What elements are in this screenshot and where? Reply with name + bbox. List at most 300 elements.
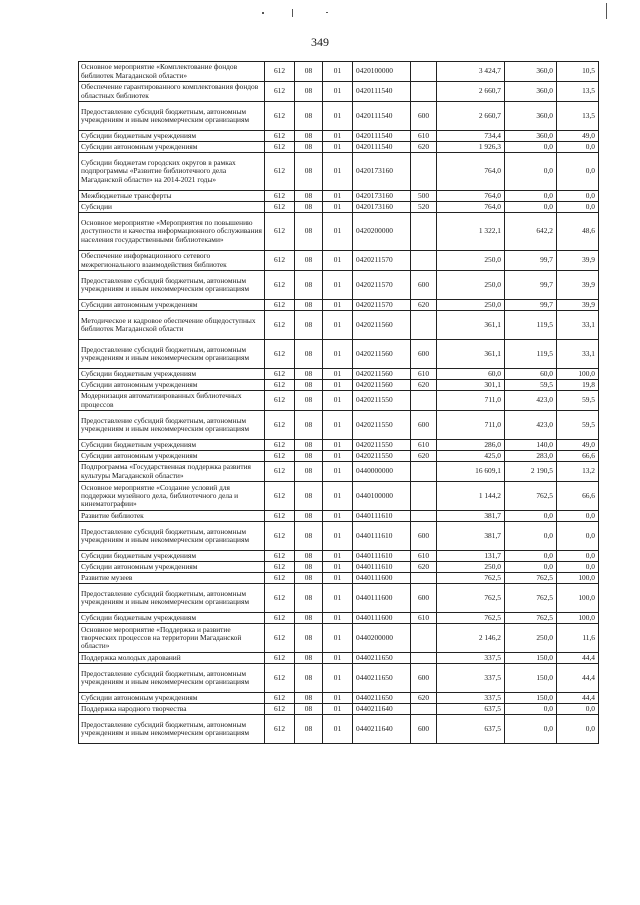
target-article-code: 0440111610: [353, 511, 411, 522]
expense-type-code: 520: [411, 202, 437, 213]
target-article-code: 0440211640: [353, 704, 411, 715]
approved-amount: 764,0: [437, 202, 505, 213]
section-code: 08: [295, 573, 323, 584]
target-article-code: 0440211650: [353, 664, 411, 693]
row-name: Субсидии бюджетам городских округов в рамках подпрограммы «Развитие библиотечного дела Магаданской области» на 2014-2021 годы»: [79, 153, 265, 191]
executed-amount: 360,0: [505, 102, 557, 131]
section-code: 08: [295, 300, 323, 311]
table-row: [79, 271, 599, 300]
table-row: [79, 340, 599, 369]
execution-percent: 10,5: [557, 62, 599, 82]
row-name: Предоставление субсидий бюджетным, автономным учреждениям и иным некоммерческим организациям: [79, 522, 265, 551]
expense-type-code: [411, 311, 437, 340]
expense-type-code: [411, 251, 437, 271]
approved-amount: 425,0: [437, 451, 505, 462]
expense-type-code: 600: [411, 271, 437, 300]
row-name: Субсидии: [79, 202, 265, 213]
row-name: Субсидии бюджетным учреждениям: [79, 369, 265, 380]
target-article-code: 0420211560: [353, 340, 411, 369]
expense-type-code: [411, 704, 437, 715]
executed-amount: 283,0: [505, 451, 557, 462]
approved-amount: 711,0: [437, 411, 505, 440]
subsection-code: 01: [323, 202, 353, 213]
row-name: Субсидии автономным учреждениям: [79, 142, 265, 153]
subsection-code: 01: [323, 213, 353, 251]
row-name: Предоставление субсидий бюджетным, автономным учреждениям и иным некоммерческим организациям: [79, 584, 265, 613]
section-code: 08: [295, 664, 323, 693]
ministry-code: 612: [265, 202, 295, 213]
row-name: Субсидии автономным учреждениям: [79, 380, 265, 391]
row-name: Основное мероприятие «Мероприятия по повышению доступности и качества информационного обслуживания населения государственными библиотеками»: [79, 213, 265, 251]
approved-amount: 250,0: [437, 271, 505, 300]
executed-amount: 0,0: [505, 142, 557, 153]
ministry-code: 612: [265, 300, 295, 311]
target-article-code: 0420211560: [353, 380, 411, 391]
row-name: Субсидии бюджетным учреждениям: [79, 131, 265, 142]
approved-amount: 1 322,1: [437, 213, 505, 251]
executed-amount: 59,5: [505, 380, 557, 391]
section-code: 08: [295, 142, 323, 153]
row-name: Предоставление субсидий бюджетным, автономным учреждениям и иным некоммерческим организациям: [79, 715, 265, 744]
subsection-code: 01: [323, 102, 353, 131]
execution-percent: 0,0: [557, 522, 599, 551]
executed-amount: 762,5: [505, 584, 557, 613]
ministry-code: 612: [265, 102, 295, 131]
approved-amount: 762,5: [437, 584, 505, 613]
executed-amount: 0,0: [505, 704, 557, 715]
table-row: [79, 300, 599, 311]
ministry-code: 612: [265, 340, 295, 369]
expense-type-code: 610: [411, 369, 437, 380]
subsection-code: 01: [323, 624, 353, 653]
execution-percent: 0,0: [557, 715, 599, 744]
expense-type-code: 610: [411, 613, 437, 624]
table-row: [79, 562, 599, 573]
ministry-code: 612: [265, 213, 295, 251]
subsection-code: 01: [323, 664, 353, 693]
target-article-code: 0420211550: [353, 440, 411, 451]
row-name: Основное мероприятие «Создание условий для поддержки музейного дела, библиотечного дела и кинематографии»: [79, 482, 265, 511]
ministry-code: 612: [265, 584, 295, 613]
subsection-code: 01: [323, 715, 353, 744]
section-code: 08: [295, 251, 323, 271]
execution-percent: 0,0: [557, 551, 599, 562]
execution-percent: 66,6: [557, 451, 599, 462]
approved-amount: 2 660,7: [437, 82, 505, 102]
table-row: [79, 251, 599, 271]
table-row: [79, 142, 599, 153]
executed-amount: 0,0: [505, 562, 557, 573]
table-row: [79, 511, 599, 522]
table-row: [79, 102, 599, 131]
ministry-code: 612: [265, 451, 295, 462]
execution-percent: 44,4: [557, 664, 599, 693]
row-name: Субсидии автономным учреждениям: [79, 451, 265, 462]
table-row: [79, 82, 599, 102]
expense-type-code: 620: [411, 562, 437, 573]
table-row: [79, 715, 599, 744]
table-row: [79, 153, 599, 191]
target-article-code: 0440111600: [353, 584, 411, 613]
target-article-code: 0440200000: [353, 624, 411, 653]
expense-type-code: 600: [411, 664, 437, 693]
row-name: Предоставление субсидий бюджетным, автономным учреждениям и иным некоммерческим организациям: [79, 340, 265, 369]
target-article-code: 0440211650: [353, 693, 411, 704]
ministry-code: 612: [265, 573, 295, 584]
row-name: Основное мероприятие «Поддержка и развитие творческих процессов на территории Магаданской области»: [79, 624, 265, 653]
ministry-code: 612: [265, 82, 295, 102]
ministry-code: 612: [265, 391, 295, 411]
table-body: [79, 62, 599, 744]
expense-type-code: 600: [411, 584, 437, 613]
expense-type-code: [411, 153, 437, 191]
section-code: 08: [295, 391, 323, 411]
section-code: 08: [295, 613, 323, 624]
approved-amount: 301,1: [437, 380, 505, 391]
ministry-code: 612: [265, 522, 295, 551]
table-row: [79, 311, 599, 340]
section-code: 08: [295, 411, 323, 440]
table-row: [79, 704, 599, 715]
ministry-code: 612: [265, 653, 295, 664]
approved-amount: 131,7: [437, 551, 505, 562]
row-name: Субсидии бюджетным учреждениям: [79, 613, 265, 624]
approved-amount: 286,0: [437, 440, 505, 451]
target-article-code: 0420211550: [353, 391, 411, 411]
subsection-code: 01: [323, 380, 353, 391]
target-article-code: 0440111600: [353, 613, 411, 624]
execution-percent: 0,0: [557, 191, 599, 202]
ministry-code: 612: [265, 142, 295, 153]
section-code: 08: [295, 451, 323, 462]
ministry-code: 612: [265, 440, 295, 451]
expense-type-code: [411, 391, 437, 411]
target-article-code: 0420200000: [353, 213, 411, 251]
subsection-code: 01: [323, 411, 353, 440]
row-name: Развитие музеев: [79, 573, 265, 584]
section-code: 08: [295, 271, 323, 300]
row-name: Предоставление субсидий бюджетным, автономным учреждениям и иным некоммерческим организациям: [79, 102, 265, 131]
execution-percent: 66,6: [557, 482, 599, 511]
execution-percent: 13,5: [557, 82, 599, 102]
table-row: [79, 522, 599, 551]
executed-amount: 150,0: [505, 653, 557, 664]
subsection-code: 01: [323, 451, 353, 462]
executed-amount: 762,5: [505, 482, 557, 511]
executed-amount: 360,0: [505, 82, 557, 102]
subsection-code: 01: [323, 653, 353, 664]
subsection-code: 01: [323, 462, 353, 482]
section-code: 08: [295, 653, 323, 664]
section-code: 08: [295, 340, 323, 369]
expense-type-code: 620: [411, 142, 437, 153]
table-row: [79, 369, 599, 380]
expense-type-code: 620: [411, 380, 437, 391]
section-code: 08: [295, 693, 323, 704]
approved-amount: 1 144,2: [437, 482, 505, 511]
ministry-code: 612: [265, 153, 295, 191]
executed-amount: 250,0: [505, 624, 557, 653]
subsection-code: 01: [323, 511, 353, 522]
executed-amount: 60,0: [505, 369, 557, 380]
section-code: 08: [295, 153, 323, 191]
section-code: 08: [295, 213, 323, 251]
section-code: 08: [295, 131, 323, 142]
table-row: [79, 391, 599, 411]
executed-amount: 150,0: [505, 693, 557, 704]
subsection-code: 01: [323, 522, 353, 551]
executed-amount: 360,0: [505, 131, 557, 142]
executed-amount: 423,0: [505, 391, 557, 411]
subsection-code: 01: [323, 82, 353, 102]
row-name: Субсидии автономным учреждениям: [79, 300, 265, 311]
scan-speck: [326, 12, 328, 13]
table-row: [79, 191, 599, 202]
ministry-code: 612: [265, 411, 295, 440]
execution-percent: 0,0: [557, 562, 599, 573]
table-row: [79, 380, 599, 391]
executed-amount: 423,0: [505, 411, 557, 440]
subsection-code: 01: [323, 340, 353, 369]
executed-amount: 0,0: [505, 551, 557, 562]
expense-type-code: [411, 624, 437, 653]
row-name: Субсидии бюджетным учреждениям: [79, 551, 265, 562]
target-article-code: 0440000000: [353, 462, 411, 482]
expense-type-code: 620: [411, 300, 437, 311]
ministry-code: 612: [265, 462, 295, 482]
approved-amount: 337,5: [437, 653, 505, 664]
row-name: Методическое и кадровое обеспечение общедоступных библиотек Магаданской области: [79, 311, 265, 340]
section-code: 08: [295, 511, 323, 522]
scan-speck: [292, 9, 293, 17]
execution-percent: 0,0: [557, 704, 599, 715]
execution-percent: 19,8: [557, 380, 599, 391]
subsection-code: 01: [323, 271, 353, 300]
subsection-code: 01: [323, 251, 353, 271]
ministry-code: 612: [265, 131, 295, 142]
expense-type-code: 610: [411, 131, 437, 142]
subsection-code: 01: [323, 573, 353, 584]
section-code: 08: [295, 715, 323, 744]
execution-percent: 44,4: [557, 693, 599, 704]
ministry-code: 612: [265, 482, 295, 511]
executed-amount: 642,2: [505, 213, 557, 251]
executed-amount: 0,0: [505, 522, 557, 551]
target-article-code: 0440111600: [353, 573, 411, 584]
expense-type-code: [411, 511, 437, 522]
execution-percent: 49,0: [557, 131, 599, 142]
approved-amount: 250,0: [437, 251, 505, 271]
execution-percent: 0,0: [557, 202, 599, 213]
approved-amount: 764,0: [437, 153, 505, 191]
subsection-code: 01: [323, 62, 353, 82]
execution-percent: 100,0: [557, 584, 599, 613]
target-article-code: 0440111610: [353, 522, 411, 551]
target-article-code: 0440111610: [353, 551, 411, 562]
expense-type-code: 620: [411, 693, 437, 704]
target-article-code: 0420111540: [353, 142, 411, 153]
target-article-code: 0420211570: [353, 251, 411, 271]
subsection-code: 01: [323, 369, 353, 380]
target-article-code: 0420211560: [353, 311, 411, 340]
executed-amount: 0,0: [505, 191, 557, 202]
subsection-code: 01: [323, 551, 353, 562]
scan-speck: [606, 3, 607, 19]
ministry-code: 612: [265, 624, 295, 653]
section-code: 08: [295, 462, 323, 482]
approved-amount: 734,4: [437, 131, 505, 142]
scan-speck: [262, 12, 264, 14]
target-article-code: 0420211560: [353, 369, 411, 380]
target-article-code: 0420173160: [353, 153, 411, 191]
execution-percent: 49,0: [557, 440, 599, 451]
subsection-code: 01: [323, 131, 353, 142]
execution-percent: 39,9: [557, 271, 599, 300]
target-article-code: 0440211640: [353, 715, 411, 744]
row-name: Подпрограмма «Государственная поддержка развития культуры Магаданской области»: [79, 462, 265, 482]
row-name: Модернизация автоматизированных библиотечных процессов: [79, 391, 265, 411]
target-article-code: 0420111540: [353, 131, 411, 142]
subsection-code: 01: [323, 191, 353, 202]
table-row: [79, 411, 599, 440]
executed-amount: 150,0: [505, 664, 557, 693]
approved-amount: 637,5: [437, 704, 505, 715]
row-name: Поддержка молодых дарований: [79, 653, 265, 664]
expense-type-code: [411, 482, 437, 511]
executed-amount: 99,7: [505, 300, 557, 311]
subsection-code: 01: [323, 613, 353, 624]
table-row: [79, 462, 599, 482]
table-row: [79, 62, 599, 82]
table-row: [79, 693, 599, 704]
executed-amount: 0,0: [505, 715, 557, 744]
target-article-code: 0420100000: [353, 62, 411, 82]
executed-amount: 0,0: [505, 153, 557, 191]
subsection-code: 01: [323, 391, 353, 411]
subsection-code: 01: [323, 704, 353, 715]
row-name: Обеспечение информационного сетевого межрегионального взаимодействия библиотек: [79, 251, 265, 271]
approved-amount: 381,7: [437, 511, 505, 522]
section-code: 08: [295, 482, 323, 511]
target-article-code: 0420211550: [353, 451, 411, 462]
table-row: [79, 653, 599, 664]
expense-type-code: 600: [411, 102, 437, 131]
row-name: Предоставление субсидий бюджетным, автономным учреждениям и иным некоммерческим организациям: [79, 411, 265, 440]
row-name: Поддержка народного творчества: [79, 704, 265, 715]
section-code: 08: [295, 102, 323, 131]
ministry-code: 612: [265, 62, 295, 82]
ministry-code: 612: [265, 380, 295, 391]
expense-type-code: 610: [411, 440, 437, 451]
expense-type-code: [411, 82, 437, 102]
row-name: Субсидии бюджетным учреждениям: [79, 440, 265, 451]
target-article-code: 0440111610: [353, 562, 411, 573]
approved-amount: 361,1: [437, 340, 505, 369]
approved-amount: 361,1: [437, 311, 505, 340]
executed-amount: 0,0: [505, 511, 557, 522]
section-code: 08: [295, 380, 323, 391]
section-code: 08: [295, 584, 323, 613]
table-row: [79, 202, 599, 213]
section-code: 08: [295, 62, 323, 82]
ministry-code: 612: [265, 693, 295, 704]
subsection-code: 01: [323, 300, 353, 311]
ministry-code: 612: [265, 704, 295, 715]
execution-percent: 44,4: [557, 653, 599, 664]
expense-type-code: 500: [411, 191, 437, 202]
target-article-code: 0420211570: [353, 271, 411, 300]
row-name: Обеспечение гарантированного комплектования фондов областных библиотек: [79, 82, 265, 102]
page-number: 349: [311, 35, 329, 49]
ministry-code: 612: [265, 271, 295, 300]
ministry-code: 612: [265, 251, 295, 271]
row-name: Субсидии автономным учреждениям: [79, 562, 265, 573]
ministry-code: 612: [265, 613, 295, 624]
executed-amount: 119,5: [505, 311, 557, 340]
executed-amount: 0,0: [505, 202, 557, 213]
row-name: Межбюджетные трансферты: [79, 191, 265, 202]
target-article-code: 0440100000: [353, 482, 411, 511]
execution-percent: 11,6: [557, 624, 599, 653]
subsection-code: 01: [323, 562, 353, 573]
subsection-code: 01: [323, 311, 353, 340]
table-row: [79, 551, 599, 562]
execution-percent: 33,1: [557, 340, 599, 369]
approved-amount: 337,5: [437, 693, 505, 704]
table-row: [79, 624, 599, 653]
subsection-code: 01: [323, 693, 353, 704]
target-article-code: 0420173160: [353, 191, 411, 202]
subsection-code: 01: [323, 584, 353, 613]
approved-amount: 3 424,7: [437, 62, 505, 82]
executed-amount: 99,7: [505, 251, 557, 271]
executed-amount: 360,0: [505, 62, 557, 82]
executed-amount: 119,5: [505, 340, 557, 369]
section-code: 08: [295, 522, 323, 551]
approved-amount: 2 146,2: [437, 624, 505, 653]
target-article-code: 0420111540: [353, 82, 411, 102]
ministry-code: 612: [265, 191, 295, 202]
expense-type-code: 620: [411, 451, 437, 462]
execution-percent: 0,0: [557, 511, 599, 522]
table-row: [79, 213, 599, 251]
table-row: [79, 584, 599, 613]
ministry-code: 612: [265, 664, 295, 693]
ministry-code: 612: [265, 562, 295, 573]
subsection-code: 01: [323, 153, 353, 191]
approved-amount: 2 660,7: [437, 102, 505, 131]
row-name: Субсидии автономным учреждениям: [79, 693, 265, 704]
expense-type-code: [411, 462, 437, 482]
section-code: 08: [295, 562, 323, 573]
executed-amount: 2 190,5: [505, 462, 557, 482]
approved-amount: 711,0: [437, 391, 505, 411]
approved-amount: 762,5: [437, 613, 505, 624]
ministry-code: 612: [265, 311, 295, 340]
section-code: 08: [295, 369, 323, 380]
approved-amount: 637,5: [437, 715, 505, 744]
target-article-code: 0420173160: [353, 202, 411, 213]
expense-type-code: 600: [411, 715, 437, 744]
expense-type-code: 600: [411, 522, 437, 551]
expense-type-code: [411, 62, 437, 82]
execution-percent: 100,0: [557, 613, 599, 624]
approved-amount: 762,5: [437, 573, 505, 584]
ministry-code: 612: [265, 551, 295, 562]
execution-percent: 100,0: [557, 369, 599, 380]
target-article-code: 0420111540: [353, 102, 411, 131]
row-name: Развитие библиотек: [79, 511, 265, 522]
